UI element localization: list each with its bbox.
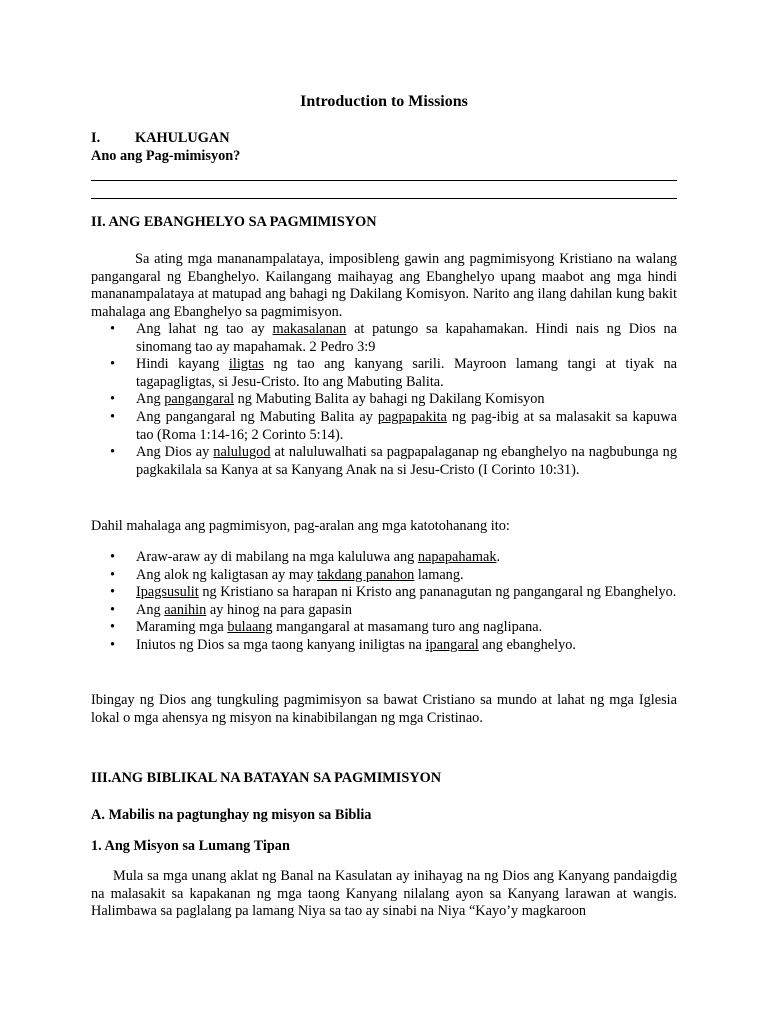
section-2-intro: Sa ating mga mananampalataya, imposibleng gawin ang pagmimisyong Kristiano na walang pangangaral ng Ebanghelyo. Kailangang maihayag ang Ebanghelyo upang maabot ang mga hindi mananampalataya at matupad ang bahagi ng Dakilang Komisyon. Narito ang ilang dahilan kung bakit mahalaga ang Ebanghelyo sa pagmimisyon. xyxy=(91,251,677,320)
list-item xyxy=(91,444,677,479)
underlined-term: pangangaral xyxy=(164,391,235,408)
answer-line-2 xyxy=(91,198,677,199)
section-1-number: I. xyxy=(91,130,101,146)
list-item-text: Iniutos ng Dios sa mga taong kanyang iniligtas na xyxy=(136,636,426,653)
bullet-icon: • xyxy=(110,391,116,408)
list-item-text: ng Kristiano sa harapan ni Kristo ang pananagutan ng pangangaral ng Ebanghelyo. xyxy=(198,584,677,601)
list-item-text: ang ebanghelyo. xyxy=(478,636,576,653)
list-item xyxy=(91,602,677,620)
underlined-term: Ipagsusulit xyxy=(136,584,199,601)
list-item-text: Maraming mga xyxy=(136,619,228,636)
underlined-term: pagpapakita xyxy=(377,408,447,425)
section-3-paragraph: Mula sa mga unang aklat ng Banal na Kasulatan ay inihayag na ng Dios ang Kanyang pandaigdig na malasakit sa kapakanan ng mga taong Kanyang nilalang ayon sa Kanyang larawan at wangis. Halimbawa sa paglalang pa lamang Niya sa tao ay sinabi na Niya “Kayo’y magkaroon xyxy=(91,868,677,920)
bullet-icon: • xyxy=(110,601,116,618)
section-1-title: KAHULUGAN xyxy=(135,130,230,146)
bullet-icon: • xyxy=(110,444,116,461)
list-item-text: at naluluwalhati sa pagpapalaganap ng ebanghelyo na nagbubunga ng pagkakilala sa Kanya at sa Kanyang Anak na si Jesu-Cristo (I Corinto 10:31). xyxy=(136,444,677,478)
subsection-1-heading: 1. Ang Misyon sa Lumang Tipan xyxy=(91,838,290,854)
list-item-text: Ang Dios ay xyxy=(136,444,214,461)
section-3-heading: III.ANG BIBLIKAL NA BATAYAN SA PAGMIMISYON xyxy=(91,770,442,786)
list-item-text: Hindi kayang xyxy=(136,356,229,373)
subsection-a-heading: A. Mabilis na pagtunghay ng misyon sa Biblia xyxy=(91,807,372,823)
bullet-icon: • xyxy=(110,408,116,425)
list-item xyxy=(91,619,677,637)
list-item-text: Ang lahat ng tao ay xyxy=(136,321,273,337)
list-item xyxy=(91,584,677,602)
section-2-lead: Dahil mahalaga ang pagmimisyon, pag-aralan ang mga katotohanang ito: xyxy=(91,518,510,534)
underlined-term: nalulugod xyxy=(213,444,271,461)
underlined-term: ipangaral xyxy=(425,636,479,653)
section-1-question: Ano ang Pag-mimisyon? xyxy=(91,148,241,164)
answer-line-1 xyxy=(91,180,677,181)
list-item-text: . xyxy=(496,549,501,565)
underlined-term: bulaang xyxy=(227,619,273,636)
list-item xyxy=(91,409,677,444)
underlined-term: iligtas xyxy=(228,356,264,373)
underlined-term: aanihin xyxy=(164,601,207,618)
list-item-text: ay hinog na para gapasin xyxy=(206,601,352,618)
bullet-icon: • xyxy=(110,619,116,636)
underlined-term: napapahamak xyxy=(417,549,497,565)
list-item xyxy=(91,549,677,567)
bullet-icon: • xyxy=(110,566,116,583)
list-item-text: ng pag-ibig at sa malasakit sa kapuwa tao (Roma 1:14-16; 2 Corinto 5:14). xyxy=(136,408,677,443)
list-item-text: Ang alok ng kaligtasan ay may xyxy=(136,566,318,583)
truths-list xyxy=(91,549,677,655)
list-item-text: at patungo sa kapahamakan. Hindi nais ng Dios na sinomang tao ay mapahamak. 2 Pedro 3:9 xyxy=(136,321,677,355)
list-item xyxy=(91,567,677,585)
page-title: Introduction to Missions xyxy=(300,93,468,110)
list-item-text: lamang. xyxy=(414,566,464,583)
bullet-icon: • xyxy=(110,356,116,373)
bullet-icon: • xyxy=(110,549,116,565)
list-item xyxy=(91,391,677,409)
bullet-icon: • xyxy=(110,584,116,601)
list-item xyxy=(91,637,677,655)
bullet-icon: • xyxy=(110,321,116,337)
section-2-heading: II. ANG EBANGHELYO SA PAGMIMISYON xyxy=(91,214,377,230)
list-item-text: Ang xyxy=(136,391,165,408)
list-item-text: Araw-araw ay di mabilang na mga kaluluwa ang xyxy=(136,549,418,565)
list-item xyxy=(91,321,677,356)
reasons-list xyxy=(91,321,677,479)
list-item-text: Ang xyxy=(136,601,165,618)
list-item-text: mangangaral at masamang turo ang naglipana. xyxy=(272,619,543,636)
section-1-heading xyxy=(91,130,230,148)
bullet-icon: • xyxy=(110,636,116,653)
section-2-closing: Ibingay ng Dios ang tungkuling pagmimisyon sa bawat Cristiano sa mundo at lahat ng mga Iglesia lokal o mga ahensya ng misyon na kinabibilangan ng mga Cristinao. xyxy=(91,692,677,726)
list-item-text: Ang pangangaral ng Mabuting Balita ay xyxy=(136,408,378,425)
underlined-term: takdang panahon xyxy=(317,566,415,583)
list-item-text: ng Mabuting Balita ay bahagi ng Dakilang Komisyon xyxy=(234,391,545,408)
list-item xyxy=(91,356,677,391)
list-item-text: ng tao ang kanyang sarili. Mayroon lamang tangi at tiyak na tagapagligtas, si Jesu-Cristo. Ito ang Mabuting Balita. xyxy=(136,356,678,390)
underlined-term: makasalanan xyxy=(272,321,347,337)
